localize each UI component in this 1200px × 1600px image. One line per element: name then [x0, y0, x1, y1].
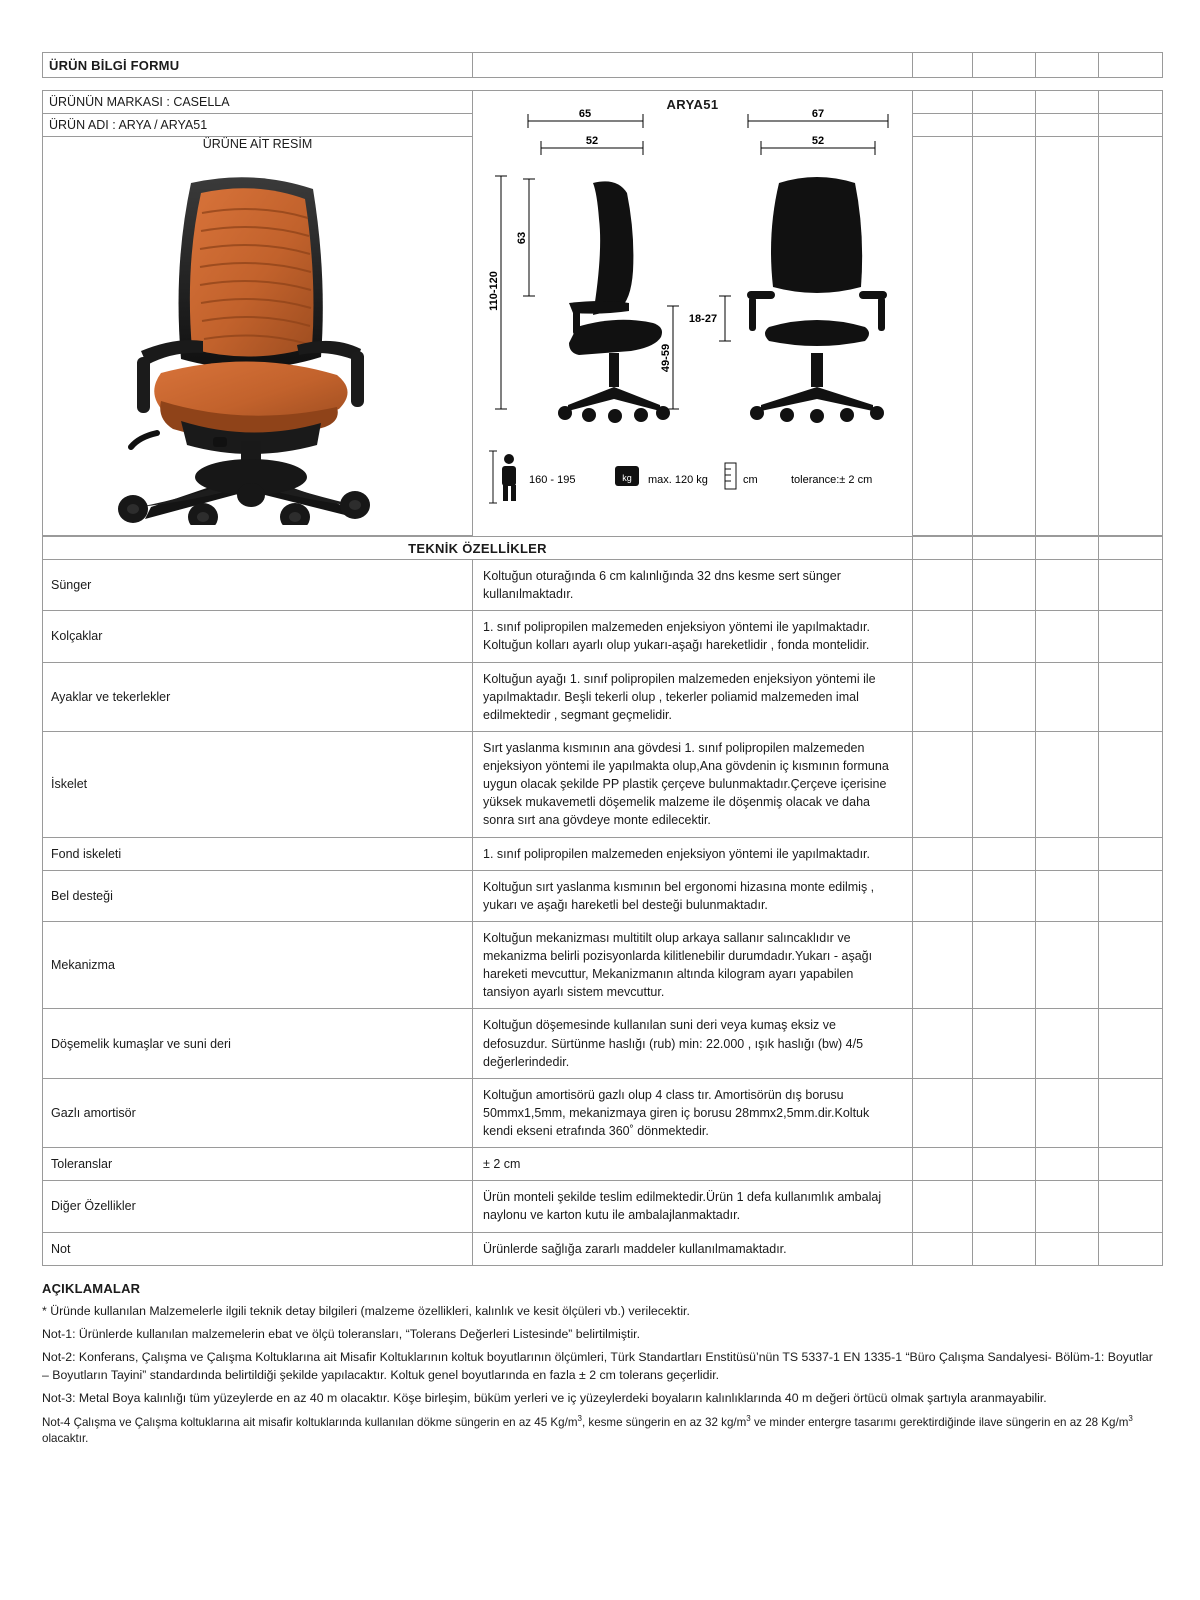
empty-cell [1099, 870, 1163, 921]
svg-text:max. 120 kg: max. 120 kg [648, 474, 708, 486]
empty-cell [1036, 91, 1099, 114]
product-info-sheet [42, 52, 1162, 1532]
brand-row [43, 91, 1163, 114]
spec-row [43, 662, 1163, 731]
empty-cell [973, 611, 1036, 662]
section-title-row [43, 537, 1163, 560]
spec-text: Koltuğun döşemesinde kullanılan suni deri veya kumaş eksiz ve defosuzdur. Sürtünme haslığı (rub) min: 22.000 , ışık haslığı (bw) 4/5 değerlerindedir. [473, 1009, 913, 1078]
svg-text:160 - 195: 160 - 195 [529, 474, 576, 486]
svg-text:63: 63 [516, 231, 528, 245]
empty-cell [1036, 1078, 1099, 1147]
form-title-row [43, 53, 1163, 78]
product-identity-table [42, 90, 1163, 536]
empty-cell [913, 137, 973, 536]
svg-text:49-59: 49-59 [660, 343, 672, 373]
svg-text:cm: cm [743, 474, 758, 486]
spec-label: Bel desteği [43, 870, 473, 921]
spec-row [43, 611, 1163, 662]
spec-text: Sırt yaslanma kısmının ana gövdesi 1. sınıf polipropilen malzemeden enjeksiyon yöntemi ile yapılmakta olup,Ana gövdenin iç kısmının formuna uygun olacak şekilde PP plastik çerçeve bulunmaktadır.Çerçeve içerisine yüksek mukavemetli döşemelik malzeme ile döşenmiş olacak ve daha sonra sırt ana gövdeye monte edilecektir. [473, 731, 913, 837]
empty-cell [913, 1148, 973, 1181]
spec-text: ± 2 cm [473, 1148, 913, 1181]
empty-cell [1036, 114, 1099, 137]
empty-cell [1099, 1232, 1163, 1265]
spec-text: Koltuğun sırt yaslanma kısmının bel ergonomi hizasına monte edilmiş , yukarı ve aşağı hareketli bel desteği bulunmaktadır. [473, 870, 913, 921]
tech-spec-table [42, 536, 1163, 1266]
spec-row [43, 731, 1163, 837]
brand-label: ÜRÜNÜN MARKASI : CASELLA [43, 91, 473, 114]
spec-label: Döşemelik kumaşlar ve suni deri [43, 1009, 473, 1078]
technical-drawing [473, 91, 912, 531]
empty-cell [973, 1232, 1036, 1265]
empty-cell [1036, 870, 1099, 921]
empty-cell [1036, 560, 1099, 611]
spec-label: Kolçaklar [43, 611, 473, 662]
empty-cell [973, 1009, 1036, 1078]
empty-cell [913, 53, 973, 78]
drawing-title: ARYA51 [666, 97, 719, 112]
note4-part-c: ve minder entergre tasarımı gerektirdiğinde ilave süngerin en az 28 Kg/m [750, 1415, 1129, 1429]
empty-cell [913, 1078, 973, 1147]
spec-label: Mekanizma [43, 921, 473, 1009]
spec-row [43, 1232, 1163, 1265]
spec-text: Koltuğun ayağı 1. sınıf polipropilen malzemeden enjeksiyon yöntemi ile yapılmaktadır. Beşli tekerli olup , tekerler poliamid malzemeden imal edilmektedir , segmant geçmelidir. [473, 662, 913, 731]
note-item: * Üründe kullanılan Malzemelerle ilgili teknik detay bilgileri (malzeme özellikleri, kalınlık ve kesit ölçüleri vb.) verilecektir. [42, 1304, 690, 1319]
empty-cell [1099, 611, 1163, 662]
chair-photo-illustration [83, 165, 433, 525]
svg-text:110-120: 110-120 [488, 271, 500, 311]
spec-label: Sünger [43, 560, 473, 611]
spec-label: İskelet [43, 731, 473, 837]
empty-cell [913, 662, 973, 731]
empty-cell [473, 53, 913, 78]
product-photo [43, 157, 472, 535]
drawing-cell [473, 91, 913, 536]
empty-cell [1036, 1009, 1099, 1078]
empty-cell [1036, 53, 1099, 78]
spec-text: Ürünlerde sağlığa zararlı maddeler kullanılmamaktadır. [473, 1232, 913, 1265]
empty-cell [1036, 1232, 1099, 1265]
empty-cell [1099, 137, 1163, 536]
empty-cell [1099, 1148, 1163, 1181]
svg-text:67: 67 [811, 108, 825, 120]
ruler-icon [725, 463, 736, 489]
note4-part-d: olacaktır. [42, 1432, 89, 1446]
empty-cell [973, 921, 1036, 1009]
empty-cell [1036, 921, 1099, 1009]
spacer-row [43, 78, 1163, 91]
note-item: Not-3: Metal Boya kalınlığı tüm yüzeylerde en az 40 m olacaktır. Köşe birleşim, büküm yerleri ve iç yüzeylerdeki boyaların kalınlıklarında 40 m değeri örtücü olmak şartıyla aranmayabilir. [42, 1390, 1047, 1405]
spec-text: Koltuğun oturağında 6 cm kalınlığında 32 dns kesme sert sünger kullanılmaktadır. [473, 560, 913, 611]
empty-cell [1099, 560, 1163, 611]
empty-cell [1099, 1009, 1163, 1078]
empty-cell [913, 537, 973, 560]
weight-icon [615, 466, 639, 486]
empty-cell [913, 1232, 973, 1265]
form-title: ÜRÜN BİLGİ FORMU [43, 53, 473, 78]
empty-cell [913, 78, 973, 91]
empty-cell [973, 560, 1036, 611]
notes-section [42, 1266, 1162, 1448]
empty-cell [913, 870, 973, 921]
person-icon [502, 454, 516, 501]
note-item: Not-1: Ürünlerde kullanılan malzemelerin ebat ve ölçü toleransları, “Tolerans Değerleri Listesinde” belirtilmiştir. [42, 1327, 641, 1342]
empty-cell [1036, 837, 1099, 870]
empty-cell [1036, 537, 1099, 560]
empty-cell [1036, 662, 1099, 731]
notes-heading: AÇIKLAMALAR [42, 1280, 141, 1296]
spec-row [43, 1009, 1163, 1078]
empty-cell [913, 731, 973, 837]
empty-cell [1036, 1181, 1099, 1232]
spec-row [43, 921, 1163, 1009]
empty-cell [1099, 537, 1163, 560]
empty-cell [1036, 1148, 1099, 1181]
empty-cell [913, 1009, 973, 1078]
empty-cell [973, 91, 1036, 114]
spec-row [43, 870, 1163, 921]
spec-text: 1. sınıf polipropilen malzemeden enjeksiyon yöntemi ile yapılmaktadır. Koltuğun kolları ayarlı olup yukarı-aşağı hareketlidir , fonda montelidir. [473, 611, 913, 662]
spec-label: Not [43, 1232, 473, 1265]
note-item: Not-2: Konferans, Çalışma ve Çalışma Koltuklarına ait Misafir Koltuklarının koltuk boyutlarının ölçümleri, Türk Standartları Enstitüsü’nün TS 5337-1 EN 1335-1 “Büro Çalışma Sandalyesi- Bölüm-1: Boyutlar – Boyutların Tayini” standardında belirtildiği şekilde yapılacaktır. Koltuk genel boyutlarında en fazla ± 2 cm tolerans geçerlidir. [42, 1350, 1153, 1382]
empty-cell [1099, 114, 1163, 137]
empty-cell [913, 611, 973, 662]
empty-cell [43, 78, 473, 91]
svg-text:65: 65 [578, 108, 592, 120]
empty-cell [973, 137, 1036, 536]
header-table [42, 52, 1163, 90]
empty-cell [913, 921, 973, 1009]
empty-cell [1036, 611, 1099, 662]
empty-cell [1099, 921, 1163, 1009]
svg-text:52: 52 [585, 135, 599, 147]
empty-cell [973, 114, 1036, 137]
empty-cell [973, 1078, 1036, 1147]
spec-text: Ürün monteli şekilde teslim edilmektedir.Ürün 1 defa kullanımlık ambalaj naylonu ve karton kutu ile ambalajlanmaktadır. [473, 1181, 913, 1232]
empty-cell [1099, 78, 1163, 91]
empty-cell [973, 53, 1036, 78]
empty-cell [973, 537, 1036, 560]
product-name-label: ÜRÜN ADI : ARYA / ARYA51 [43, 114, 473, 137]
empty-cell [913, 114, 973, 137]
empty-cell [1099, 1181, 1163, 1232]
spec-label: Fond iskeleti [43, 837, 473, 870]
chair-dimension-drawing [473, 91, 912, 531]
spec-row [43, 1181, 1163, 1232]
empty-cell [973, 1181, 1036, 1232]
empty-cell [973, 78, 1036, 91]
note4-sup-1: 3 [577, 1413, 582, 1423]
empty-cell [1036, 731, 1099, 837]
section-title: TEKNİK ÖZELLİKLER [43, 537, 913, 560]
note-item-4 [42, 1413, 1162, 1448]
spec-label: Gazlı amortisör [43, 1078, 473, 1147]
svg-text:tolerance:± 2 cm: tolerance:± 2 cm [791, 474, 873, 486]
spec-text: Koltuğun mekanizması multitilt olup arkaya sallanır salıncaklıdır ve mekanizma belirli pozisyonlarda kilitlenebilir durumdadır.Yukarı - aşağı hareketi mevcuttur, Mekanizmanın altında kilogram ayarı yapabilen tansiyon ayarlı sistem mevcuttur. [473, 921, 913, 1009]
spec-label: Ayaklar ve tekerlekler [43, 662, 473, 731]
spec-text: Koltuğun amortisörü gazlı olup 4 class tır. Amortisörün dış borusu 50mmx1,5mm, mekanizmaya giren iç borusu 28mmx2,5mm.dir.Koltuk kendi ekseni etrafında 360˚ dönmektedir. [473, 1078, 913, 1147]
spec-text: 1. sınıf polipropilen malzemeden enjeksiyon yöntemi ile yapılmaktadır. [473, 837, 913, 870]
empty-cell [1099, 731, 1163, 837]
empty-cell [1099, 662, 1163, 731]
empty-cell [973, 870, 1036, 921]
note4-part-a: Not-4 Çalışma ve Çalışma koltuklarına ait misafir koltuklarında kullanılan dökme süngerin en az 45 Kg/m [42, 1415, 578, 1429]
note4-sup-2: 3 [746, 1413, 751, 1423]
spec-row [43, 1148, 1163, 1181]
empty-cell [973, 1148, 1036, 1181]
empty-cell [913, 91, 973, 114]
empty-cell [973, 662, 1036, 731]
note4-part-b: , kesme süngerin en az 32 kg/m [581, 1415, 747, 1429]
empty-cell [913, 560, 973, 611]
svg-text:52: 52 [811, 135, 825, 147]
spec-row [43, 837, 1163, 870]
empty-cell [913, 837, 973, 870]
spec-label: Toleranslar [43, 1148, 473, 1181]
empty-cell [1099, 91, 1163, 114]
spec-row [43, 560, 1163, 611]
image-caption: ÜRÜNE AİT RESİM [202, 137, 313, 151]
empty-cell [1036, 137, 1099, 536]
empty-cell [1099, 1078, 1163, 1147]
svg-text:18-27: 18-27 [688, 313, 718, 325]
note4-sup-3: 3 [1128, 1413, 1133, 1423]
empty-cell [973, 837, 1036, 870]
spec-label: Diğer Özellikler [43, 1181, 473, 1232]
empty-cell [1099, 837, 1163, 870]
empty-cell [913, 1181, 973, 1232]
spec-row [43, 1078, 1163, 1147]
empty-cell [1036, 78, 1099, 91]
empty-cell [1099, 53, 1163, 78]
empty-cell [973, 731, 1036, 837]
empty-cell [473, 78, 913, 91]
product-image-cell [43, 137, 473, 536]
svg-text:kg: kg [622, 473, 632, 483]
